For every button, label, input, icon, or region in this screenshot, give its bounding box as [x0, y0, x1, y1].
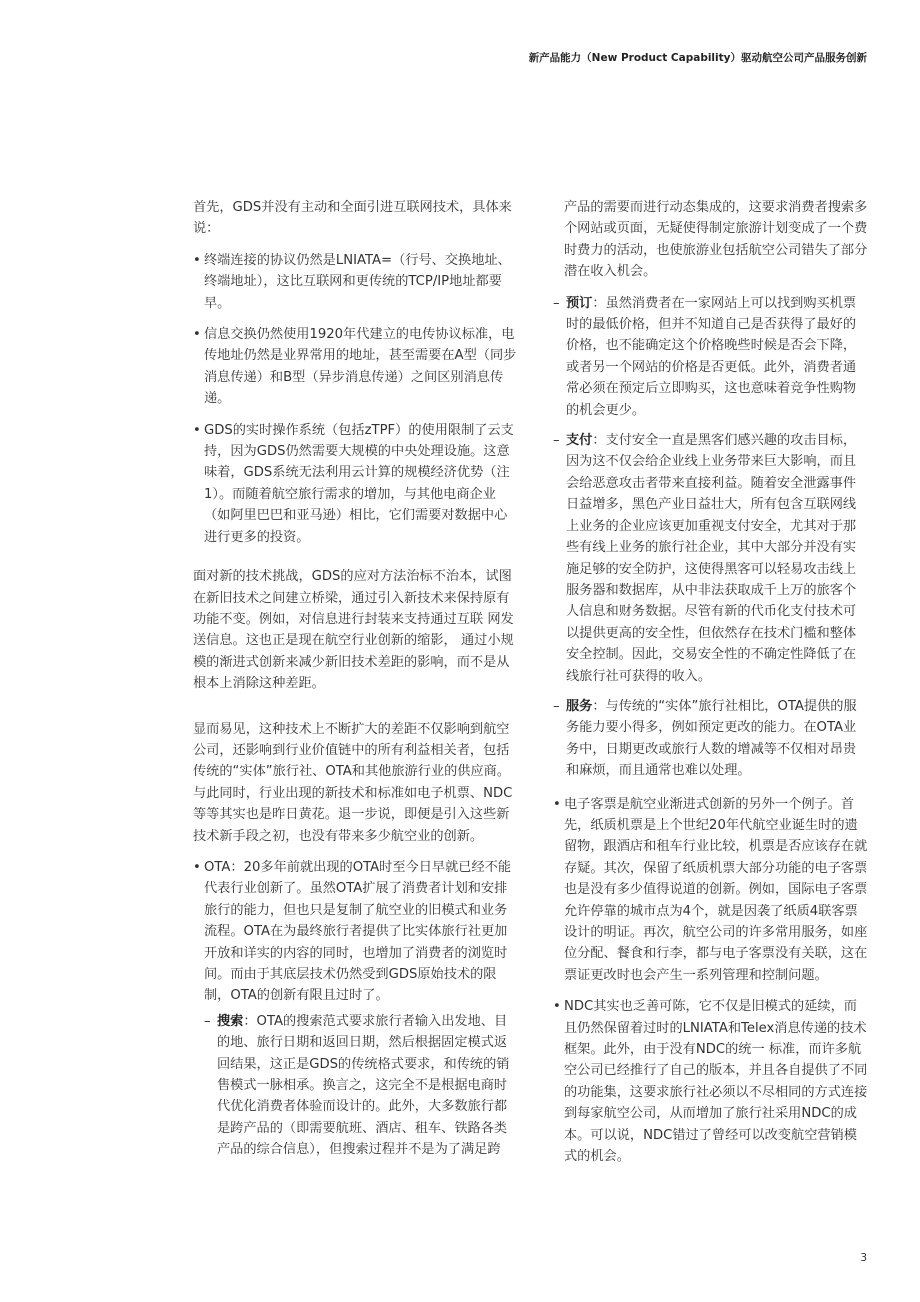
gds-limitations-list: [193, 250, 520, 548]
gds-response-paragraph: 面对新的技术挑战，GDS的应对方法治标不治本，试图在新旧技术之间建立桥梁，通过引入新技术来保持原有功能不变。例如，对信息进行封装来支持通过互联 网发送信息。这也正是现在航空行业创新的缩影， 通过小规模的渐进式创新来减少新旧技术差距的影响，而不是从根本上消除这种差距。: [193, 569, 514, 692]
list-item: • NDC其实也乏善可陈，它不仅是旧模式的延续，而且仍然保留着过时的LNIATA和Telex消息传递的技术框架。此外，由于没有NDC的统一 标准，而许多航空公司已经推行了自己的版本，并且各自提供了不同的功能集，这要求旅行社必须以不尽相同的方式连接到每家航空公司，从而增加了旅行社采用NDC的成本。可以说，NDC错过了曾经可以改变航空营销模式的机会。: [553, 996, 869, 1167]
ota-sub-list: [204, 1011, 520, 1161]
ota-list: [193, 857, 520, 1161]
sub-item-text: ：虽然消费者在一家网站上可以找到购买机票时的最低价格，但并不知道自己是否获得了最好的价格，也不能确定这个价格晚些时候是否会下降，或者另一个网站的价格是否更低。此外，消费者通常必须在预定后立即购买，这也意味着竞争性购物的机会更少。: [566, 295, 857, 418]
sub-item-text: ：支付安全一直是黑客们感兴趣的攻击目标，因为这不仅会给企业线上业务带来巨大影响，而且会给恶意攻击者带来直接利益。随着安全泄露事件日益增多，黑色产业日益壮大，所有包含互联网线上业务的企业应该更加重视支付安全，尤其对于那些有线上业务的旅行社企业，其中大部分并没有实施足够的安全防护，这使得黑客可以轻易攻击线上服务器和数据库，从中非法获取成千上万的旅客个人信息和财务数据。尽管有新的代币化支付技术可以提供更高的安全性，但依然存在技术门槛和整体安全控制。因此，交易安全性的不确定性降低了在线旅行社可获得的收入。: [566, 433, 857, 684]
sub-item-text: ：与传统的“实体”旅行社相比，OTA提供的服务能力要小得多，例如预定更改的能力。在OTA业务中，日期更改或旅行人数的增减等不仅相对昂贵和麻烦，而且通常也难以处理。: [566, 698, 857, 779]
sub-item-text: ：OTA的搜索范式要求旅行者输入出发地、目的地、旅行日期和返回日期，然后根据固定模式返回结果，这正是GDS的传统格式要求，和传统的销售模式一脉相承。换言之，这完全不是根据电商时代优化消费者体验而设计的。此外，大多数旅行都是跨产品的（即需要航班、酒店、租车、铁路各类产品的综合信息），但搜索过程并不是为了满足跨: [217, 1013, 510, 1158]
sub-list-item-payment: [553, 430, 869, 687]
sub-list-item-booking: [553, 293, 869, 421]
list-item: • 电子客票是航空业渐进式创新的另外一个例子。首先，纸质机票是上个世纪20年代航空业诞生时的遗留物，跟酒店和租车行业比较，机票是否应该存在就存疑。其次，保留了纸质机票大部分功能的电子客票也是没有多少值得说道的创新。例如，国际电子客票允许停靠的城市点为4个，就是因袭了纸质4联客票设计的明证。再次，航空公司的许多常用服务，如座位分配、餐食和行李，都与电子客票没有关联，这在票证更改时也会产生一系列管理和控制问题。: [553, 794, 869, 987]
term-label: 服务: [566, 698, 593, 714]
ota-text: OTA：20多年前就出现的OTA时至今日早就已经不能代表行业创新了。虽然OTA扩展了消费者计划和安排旅行的能力，但也只是复制了航空业的旧模式和业务流程。OTA在为最终旅行者提供了比实体旅行社更加开放和详实的内容的同时，也增加了消费者的浏览时间。而由于其底层技术仍然受到GDS原始技术的限制，OTA的创新有限且过时了。: [204, 859, 512, 1004]
ota-sub-list-continued: [553, 293, 869, 782]
term-label: 搜索: [217, 1013, 244, 1029]
list-item: • 信息交换仍然使用1920年代建立的电传协议标准，电传地址仍然是业界常用的地址，甚至需要在A型（同步消息传递）和B型（异步消息传递）之间区别消息传递。: [193, 324, 520, 410]
sub-list-item-search: [204, 1011, 520, 1161]
term-label: 预订: [566, 295, 593, 311]
page-number: 3: [860, 1252, 867, 1264]
intro-paragraph: 首先，GDS并没有主动和全面引进互联网技术，具体来说：: [193, 200, 512, 237]
left-column: [193, 197, 520, 1171]
continuation-paragraph: 产品的需要而进行动态集成的，这要求消费者搜索多个网站或页面，无疑使得制定旅游计划变成了一个费时费力的活动，也使旅游业包括航空公司错失了部分潜在收入机会。: [564, 200, 868, 280]
right-column: [553, 197, 869, 1177]
tech-gap-paragraph: 显而易见，这种技术上不断扩大的差距不仅影响到航空公司，还影响到行业价值链中的所有利益相关者，包括传统的“实体”旅行社、OTA和其他旅游行业的供应商。与此同时，行业出现的新技术和标准如电子机票、NDC等等其实也是昨日黄花。退一步说，即便是引入这些新技术新手段之初，也没有带来多少航空业的创新。: [193, 721, 513, 844]
incremental-innovation-list: [553, 794, 869, 1168]
sub-list-item-service: [553, 696, 869, 782]
list-item-ota: [193, 857, 520, 1161]
list-item: • GDS的实时操作系统（包括zTPF）的使用限制了云支持，因为GDS仍然需要大规模的中央处理设施。这意味着，GDS系统无法利用云计算的规模经济优势（注1）。而随着航空旅行需求的增加，与其他电商企业（如阿里巴巴和亚马逊）相比，它们需要对数据中心进行更多的投资。: [193, 420, 520, 548]
running-header: 新产品能力（New Product Capability）驱动航空公司产品服务创新: [528, 52, 867, 64]
term-label: 支付: [566, 433, 593, 449]
list-item: • 终端连接的协议仍然是LNIATA=（行号、交换地址、终端地址），这比互联网和更传统的TCP/IP地址都要早。: [193, 250, 520, 314]
